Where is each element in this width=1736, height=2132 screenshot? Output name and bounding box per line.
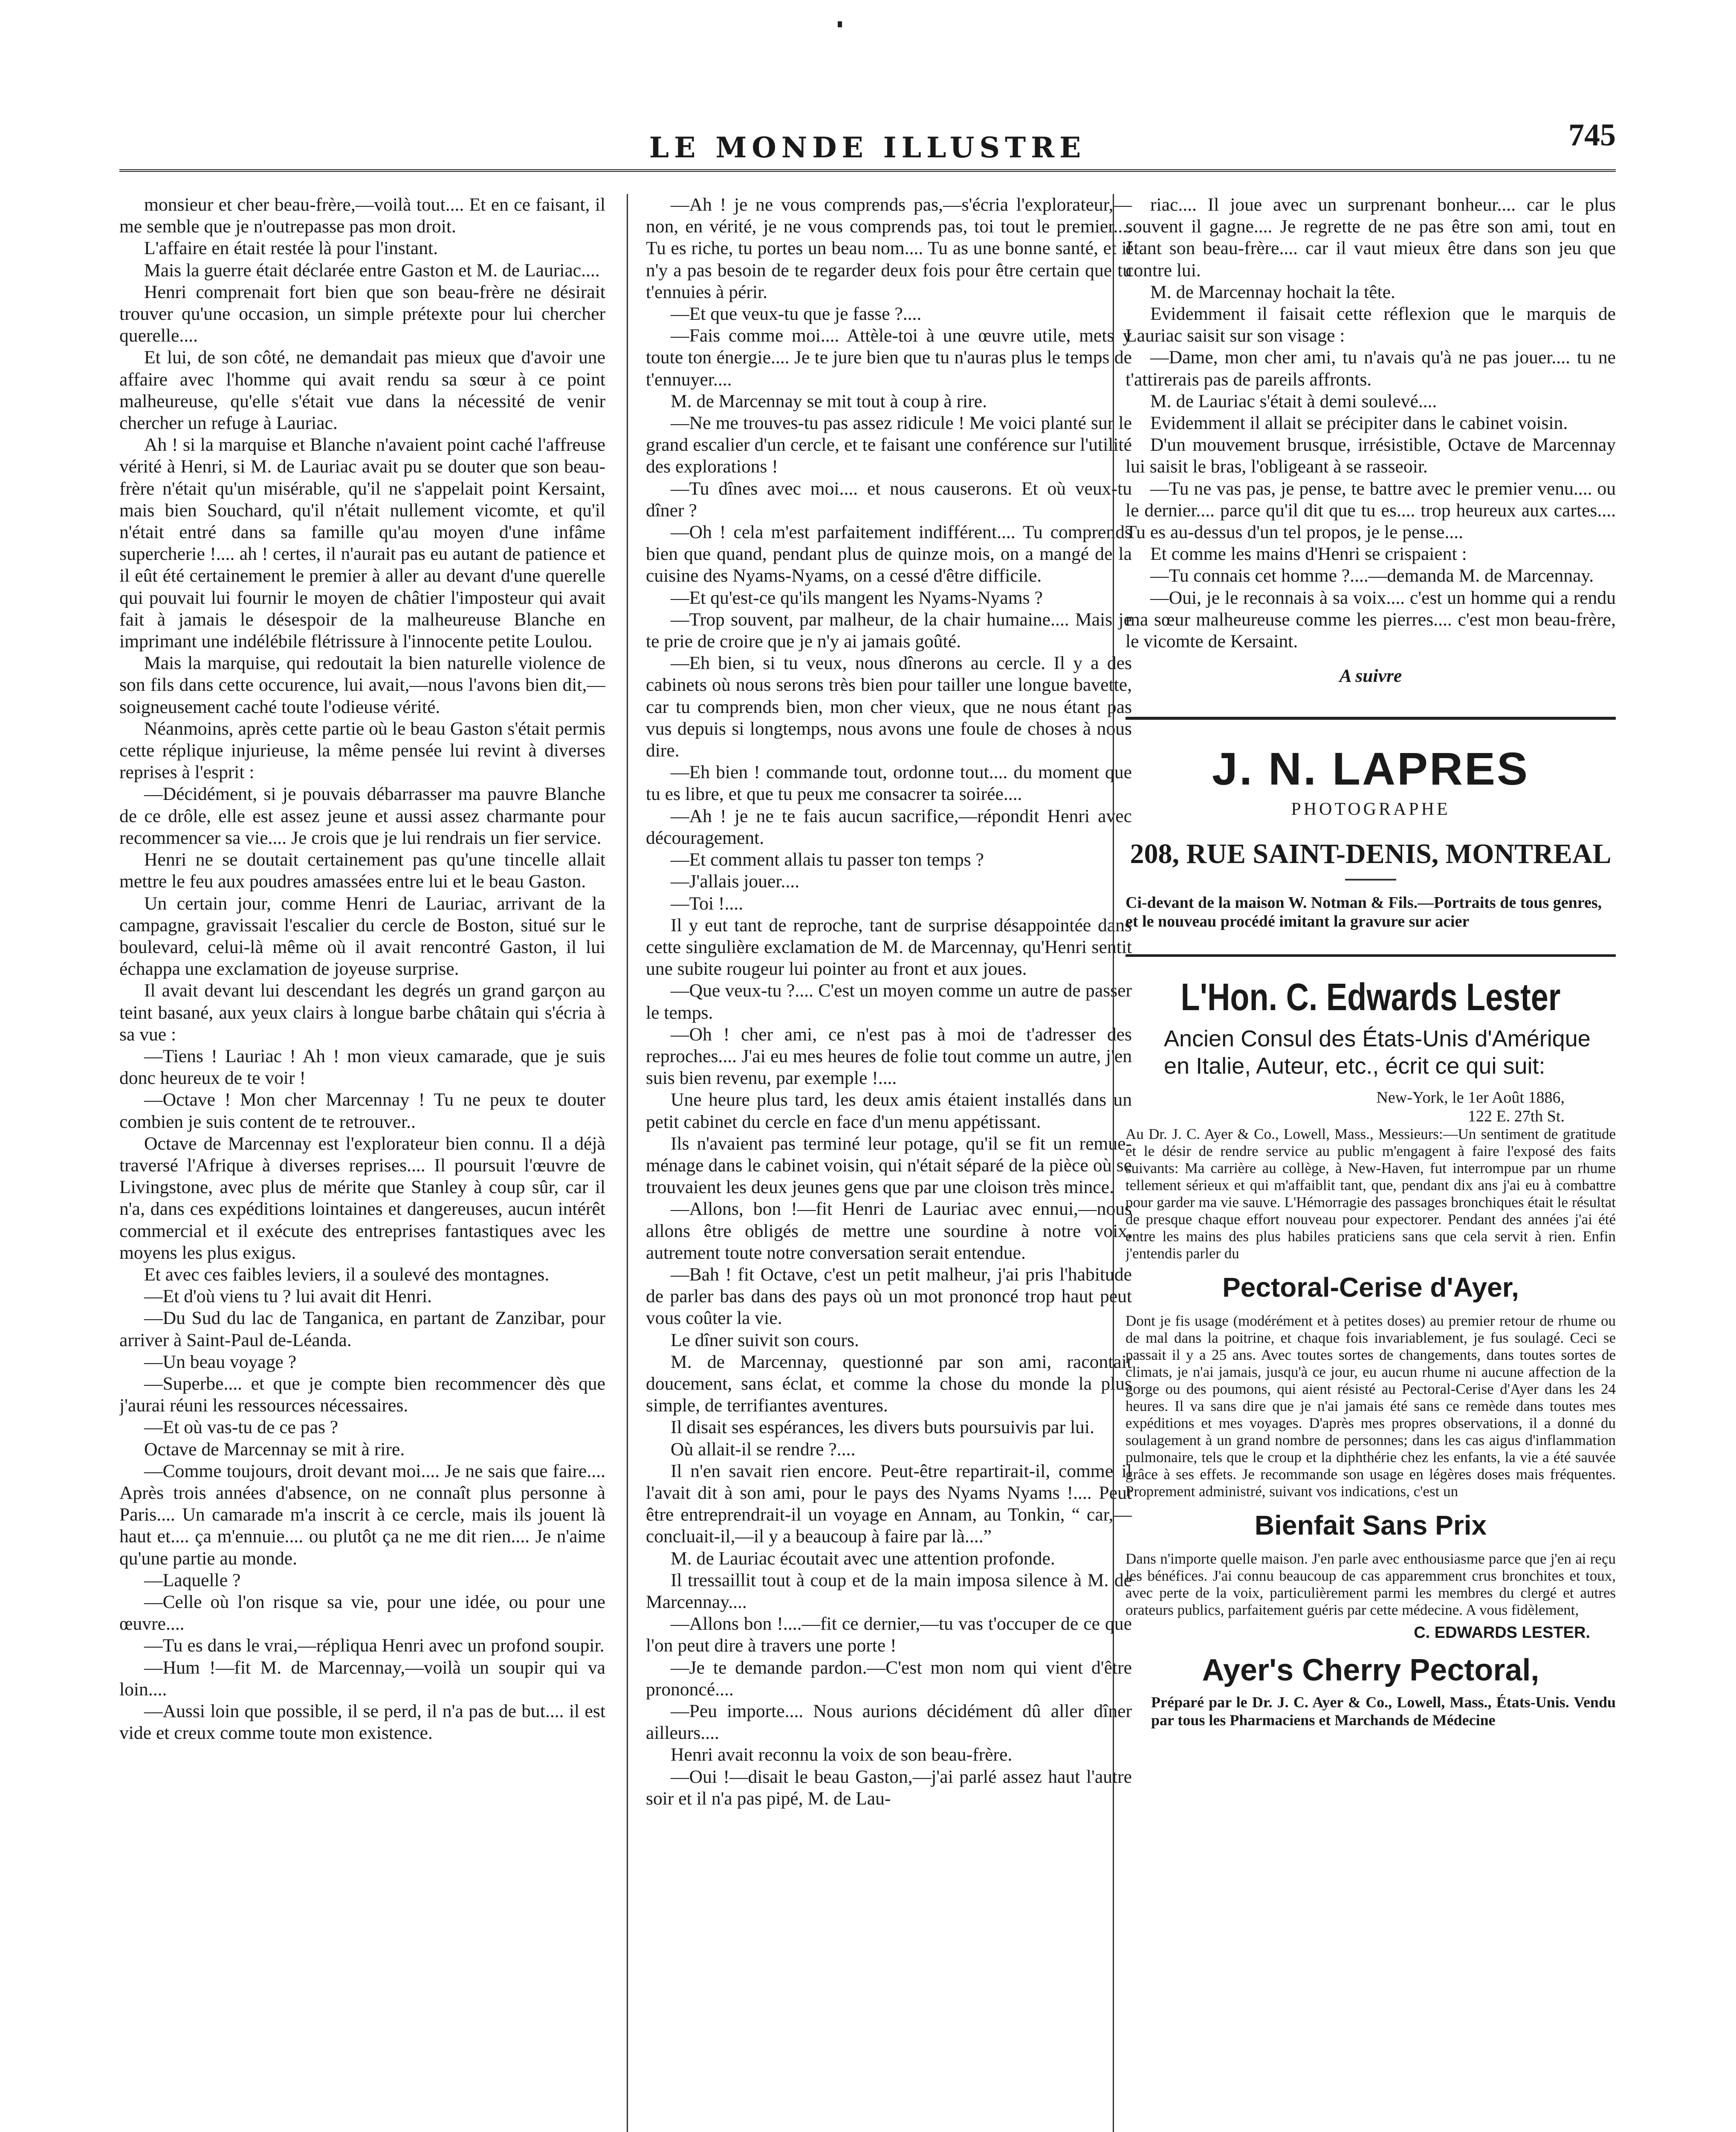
paragraph: Octave de Marcennay se mit à rire. xyxy=(144,1439,405,1460)
paragraph: —Eh bien ! commande tout, ordonne tout.... du moment que tu es libre, et que tu peux me consacrer ta soirée.... xyxy=(646,762,1132,805)
paragraph: Mais la marquise, qui redoutait la bien naturelle violence de son fils dans cette occurence, lui avait,—nous l'avons bien dit,—soigneusement caché toute l'odieuse vérité. xyxy=(119,653,605,717)
paragraph: —Tu es dans le vrai,—répliqua Henri avec un profond soupir. xyxy=(144,1635,605,1656)
ad-testimonial-intro: Ancien Consul des États-Unis d'Amérique en Italie, Auteur, etc., écrit ce qui suit: xyxy=(1164,1025,1591,1079)
ad-testimonial-body-3: Dans n'importe quelle maison. J'en parle avec enthousiasme parce que j'en ai reçu les bénéfices. J'ai connu beaucoup de cas apparemment crus bronchites et toux, avec perte de la voix, particulièrement parmi les membres du clergé et autres orateurs publics, parfaitement guéris par cette médecine. A vous fidèlement, xyxy=(1126,1550,1616,1618)
paragraph: —Comme toujours, droit devant moi.... Je ne sais que faire.... Après trois années d'absence, on ne connaît plus personne à Paris.... Un camarade m'a inscrit à ce cercle, mais ils jouent là haut et.... ça m'ennuie.... ou plutôt ça ne me dit rien.... Je n'aime qu'une partie au monde. xyxy=(119,1460,605,1569)
paragraph: —Tiens ! Lauriac ! Ah ! mon vieux camarade, que je suis donc heureux de te voir ! xyxy=(119,1046,605,1089)
paragraph: —Et comment allais tu passer ton temps ? xyxy=(671,849,984,870)
paragraph: Il tressaillit tout à coup et de la main imposa silence à M. de Marcennay.... xyxy=(646,1570,1132,1612)
ad-testimonial-body-1: Au Dr. J. C. Ayer & Co., Lowell, Mass., Messieurs:—Un sentiment de gratitude et le désir de rendre service au public m'engagent à faire l'exposé des faits suivants: Ma carrière au collège, à New-Haven, fut interrompue par un rhume tellement sérieux et qui m'affaiblit tant, que, pendant dix ans j'ai eu à combattre pour garder ma vie sauve. L'Hémorragie des passages bronchiques était le résultat de presque chaque effort nouveau pour expectorer. Pendant des années j'ai été entre les mains des plus habiles praticiens sans que cela servit à rien. Enfin j'entendis parler du xyxy=(1126,1125,1616,1262)
paragraph: —Aussi loin que possible, il se perd, il n'a pas de but.... il est vide et creux comme toute mon existence. xyxy=(119,1701,605,1744)
ayer-advertisement xyxy=(1126,954,1616,1729)
paragraph: Evidemment il faisait cette réflexion que le marquis de Lauriac saisit sur son visage : xyxy=(1126,304,1616,346)
paragraph: M. de Lauriac écoutait avec une attention profonde. xyxy=(671,1548,1055,1569)
paragraph: monsieur et cher beau-frère,—voilà tout.... Et en ce faisant, il me semble que je n'outrepasse pas mon droit. xyxy=(119,194,605,237)
paragraph: riac.... Il joue avec un surprenant bonheur.... car le plus souvent il gagne.... Je regrette de ne pas être son ami, tout en étant son beau-frère.... car il vaut mieux être dans son jeu que contre lui. xyxy=(1126,194,1616,281)
ad-date: New-York, le 1er Août 1886, xyxy=(1376,1088,1565,1107)
ad-divider xyxy=(1345,879,1396,881)
ad-business-name: J. N. LAPRES xyxy=(1212,743,1530,795)
paragraph: —Dame, mon cher ami, tu n'avais qu'à ne pas jouer.... tu ne t'attirerais pas de pareils affronts. xyxy=(1126,347,1616,390)
paragraph: —Allons bon !....—fit ce dernier,—tu vas t'occuper de ce que l'on peut dire à travers une porte ! xyxy=(646,1613,1132,1656)
paragraph: —Bah ! fit Octave, c'est un petit malheur, j'ai pris l'habitude de parler bas dans des pays où un mot prononcé trop haut peut vous coûter la vie. xyxy=(646,1264,1132,1329)
ad-signature: C. EDWARDS LESTER. xyxy=(1414,1623,1590,1642)
ad-trade: PHOTOGRAPHE xyxy=(1291,800,1450,820)
ad-testimonial-body-2: Dont je fis usage (modérément et à petites doses) au premier retour de rhume ou de mal dans la poitrine, et chaque fois invariablement, je fus soulagé. Ceci se passait il y a 25 ans. Avec toutes sortes de changements, dans toutes sortes de climats, je n'ai jamais, jusqu'à ce jour, eu aucun rhume ni aucune affection de la gorge ou des poumons, qui aient résisté au Pectoral-Cerise d'Ayer dans les 24 heures. Il va sans dire que je n'ai jamais été sans ce remède dans toutes mes expéditions et mes voyages. D'après mes propres observations, il a donné du soulagement à un grand nombre de personnes; dans les cas aigus d'inflammation pulmonaire, tels que le croup et la diphthérie chez les enfants, la vie a été sauvée grâce à ses effets. Je recommande son usage en légères doses mais fréquentes. Proprement administré, suivant vos indications, c'est un xyxy=(1126,1312,1616,1500)
paragraph: —Fais comme moi.... Attèle-toi à une œuvre utile, mets y toute ton énergie.... Je te jure bien que tu n'auras plus le temps de t'ennuyer.... xyxy=(646,325,1132,390)
paragraph: —J'allais jouer.... xyxy=(671,871,800,892)
paragraph: —Ah ! je ne vous comprends pas,—s'écria l'explorateur,—non, en vérité, je ne vous comprends pas, toi tout le premier.... Tu es riche, tu portes un beau nom.... Tu as une bonne santé, et il n'y a pas besoin de te regarder deux fois pour être certain que tu t'ennuies à périr. xyxy=(646,194,1132,302)
paragraph: Evidemment il allait se précipiter dans le cabinet voisin. xyxy=(1150,413,1568,434)
paragraph: —Ah ! je ne te fais aucun sacrifice,—répondit Henri avec découragement. xyxy=(646,805,1132,848)
paragraph: Henri avait reconnu la voix de son beau-frère. xyxy=(671,1744,1013,1765)
paragraph: Ah ! si la marquise et Blanche n'avaient point caché l'affreuse vérité à Henri, si M. de Lauriac avait pu se douter que son beau-frère n'était qu'un misérable, qu'il ne s'appelait point Kersaint, mais bien Souchard, qu'il n'était nullement vicomte, et qu'il n'était entré dans sa famille qu'au moyen d'une infâme supercherie !.... ah ! certes, il n'aurait pas eu autant de patience et il eût été certainement le premier à aller au devant d'une querelle qui pouvait lui fournir le moyen de châtier l'imposteur qui avait fait à jamais le désespoir de la malheureuse Blanche en imprimant une indélébile flétrissure à l'innocente petite Loulou. xyxy=(119,435,605,652)
paragraph: Un certain jour, comme Henri de Lauriac, arrivant de la campagne, gravissait l'escalier du cercle de Boston, situé sur le boulevard, celui-là même où il avait rencontré Gaston, il lui échappa une exclamation de joyeuse surprise. xyxy=(119,893,605,979)
paragraph: Il avait devant lui descendant les degrés un grand garçon au teint basané, aux yeux clairs à longue barbe châtain qui s'écria à sa vue : xyxy=(119,980,605,1045)
paragraph: —Oh ! cela m'est parfaitement indifférent.... Tu comprends bien que quand, pendant plus de quinze mois, on a mangé de la cuisine des Nyams-Nyams, on a cessé d'être difficile. xyxy=(646,522,1132,586)
paragraph: Néanmoins, après cette partie où le beau Gaston s'était permis cette réplique injurieuse, la même pensée lui revint à diverses reprises à l'esprit : xyxy=(119,718,605,783)
paragraph: Il y eut tant de reproche, tant de surprise désappointée dans cette singulière exclamation de M. de Marcennay, qu'Henri sentit une subite rougeur lui pointer au front et aux joues. xyxy=(646,915,1132,979)
paragraph: —Allons, bon !—fit Henri de Lauriac avec ennui,—nous allons être obligés de mettre une sourdine à notre voix, autrement toute notre conversation serait entendue. xyxy=(646,1199,1132,1263)
ad-slogan: Bienfait Sans Prix xyxy=(1254,1509,1487,1541)
paragraph: —Peu importe.... Nous aurions décidément dû aller dîner ailleurs.... xyxy=(646,1701,1132,1744)
running-title: LE MONDE ILLUSTRE xyxy=(649,131,1086,164)
paragraph: —Du Sud du lac de Tanganica, en partant de Zanzibar, pour arriver à Saint-Paul de-Léanda. xyxy=(119,1308,605,1350)
paragraph: —Laquelle ? xyxy=(144,1570,241,1590)
paragraph: —Oui, je le reconnais à sa voix.... c'est un homme qui a rendu ma sœur malheureuse comme les pierres.... c'est mon beau-frère, le vicomte de Kersaint. xyxy=(1126,587,1616,652)
column-2 xyxy=(646,194,1132,2132)
paragraph: —Tu ne vas pas, je pense, te battre avec le premier venu.... ou le dernier.... parce qu'il dit que tu es.... trop heureux aux cartes.... Tu es au-dessus d'un tel propos, je le pense.... xyxy=(1126,478,1616,543)
paragraph: —Superbe.... et que je compte bien recommencer dès que j'aurai réuni les ressources nécessaires. xyxy=(119,1373,605,1416)
paragraph: M. de Marcennay, questionné par son ami, racontait doucement, sans éclat, et comme la chose du monde la plus simple, de terrifiantes aventures. xyxy=(646,1351,1132,1416)
paragraph: —Oui !—disait le beau Gaston,—j'ai parlé assez haut l'autre soir et il n'a pas pipé, M. de Lau- xyxy=(646,1766,1132,1809)
page-header xyxy=(119,109,1616,173)
lapres-advertisement xyxy=(1126,717,1616,930)
paragraph: —Octave ! Mon cher Marcennay ! Tu ne peux te douter combien je suis content de te retrouver.. xyxy=(119,1089,605,1132)
paragraph: —Tu connais cet homme ?....—demanda M. de Marcennay. xyxy=(1150,565,1594,586)
paragraph: —Un beau voyage ? xyxy=(144,1351,297,1372)
paragraph: —Tu dînes avec moi.... et nous causerons. Et où veux-tu dîner ? xyxy=(646,478,1132,521)
paragraph: —Je te demande pardon.—C'est mon nom qui vient d'être prononcé.... xyxy=(646,1657,1132,1700)
paragraph: M. de Lauriac s'était à demi soulevé.... xyxy=(1150,391,1437,411)
paragraph: —Et que veux-tu que je fasse ?.... xyxy=(671,304,922,324)
paragraph: —Décidément, si je pouvais débarrasser ma pauvre Blanche de ce drôle, elle est assez jeune et aussi assez charmante pour recommencer sa vie.... Je crois que je lui rendrais un fier service. xyxy=(119,784,605,848)
serial-continued: A suivre xyxy=(1339,666,1402,687)
paragraph: Il disait ses espérances, les divers buts poursuivis par lui. xyxy=(671,1417,1094,1438)
ad-remedy-name: Pectoral-Cerise d'Ayer, xyxy=(1222,1272,1519,1303)
paragraph: —Hum !—fit M. de Marcennay,—voilà un soupir qui va loin.... xyxy=(119,1657,605,1700)
paragraph: Octave de Marcennay est l'explorateur bien connu. Il a déjà traversé l'Afrique à diverses reprises.... Il poursuit l'œuvre de Livingstone, avec plus de mérite que Stanley à coup sûr, car il n'a, dans ces expéditions lointaines et dangereuses, aucun intérêt commercial et il exécute des entreprises fantastiques avec les moyens les plus exigus. xyxy=(119,1133,605,1263)
paragraph: M. de Marcennay se mit tout à coup à rire. xyxy=(671,391,987,411)
paragraph: Et avec ces faibles leviers, il a soulevé des montagnes. xyxy=(144,1264,550,1285)
print-mark xyxy=(838,21,842,27)
paragraph: Le dîner suivit son cours. xyxy=(671,1330,859,1350)
column-3 xyxy=(1126,194,1616,2132)
page-number: 745 xyxy=(1568,118,1616,153)
paragraph: —Oh ! cher ami, ce n'est pas à moi de t'adresser des reproches.... J'ai eu mes heures de folie tout comme un autre, j'en suis bien revenu, par exemple !.... xyxy=(646,1024,1132,1089)
serial-text-col3 xyxy=(1126,194,1616,652)
column-1 xyxy=(119,194,605,2132)
paragraph: —Ne me trouves-tu pas assez ridicule ! Me voici planté sur le grand escalier d'un cercle, et te faisant une conférence sur l'utilité des explorations ! xyxy=(646,413,1132,477)
paragraph: Henri ne se doutait certainement pas qu'une tincelle allait mettre le feu aux poudres amassées entre lui et le beau Gaston. xyxy=(119,849,605,892)
ad-product-name: Ayer's Cherry Pectoral, xyxy=(1202,1653,1539,1687)
paragraph: —Trop souvent, par malheur, de la chair humaine.... Mais je te prie de croire que je n'y ai jamais goûté. xyxy=(646,609,1132,652)
paragraph: L'affaire en était restée là pour l'instant. xyxy=(144,238,438,259)
paragraph: Ils n'avaient pas terminé leur potage, qu'il se fit un remue-ménage dans le cabinet voisin, qui n'était séparé de la pièce où se trouvaient les deux jeunes gens que par une cloison très mince. xyxy=(646,1133,1132,1198)
ad-date-line xyxy=(1126,1088,1616,1126)
paragraph: Il n'en savait rien encore. Peut-être repartirait-il, comme il l'avait dit à son ami, pour le pays des Nyams Nyams !.... Peut être entreprendrait-il un voyage en Annam, au Tonkin, “ car,—concluait-il,—il y a beaucoup à faire par là....” xyxy=(646,1460,1132,1547)
paragraph: Et comme les mains d'Henri se crispaient : xyxy=(1150,544,1467,565)
paragraph: —Et d'où viens tu ? lui avait dit Henri. xyxy=(144,1286,432,1307)
paragraph: D'un mouvement brusque, irrésistible, Octave de Marcennay lui saisit le bras, l'obligeant à se rasseoir. xyxy=(1126,435,1616,477)
paragraph: —Toi !.... xyxy=(671,893,744,914)
paragraph: —Eh bien, si tu veux, nous dînerons au cercle. Il y a des cabinets où nous serons très bien pour tailler une longue bavette, car tu comprends bien, mon cher vieux, que ne nous étant pas vus depuis si longtemps, nous avons une foule de choses à nous dire. xyxy=(646,653,1132,761)
ad-address: 208, RUE SAINT-DENIS, MONTREAL xyxy=(1130,838,1612,869)
header-rule xyxy=(119,169,1616,176)
column-divider xyxy=(627,194,628,2132)
paragraph: Et lui, de son côté, ne demandait pas mieux que d'avoir une affaire avec l'homme qui avait rendu sa sœur à ce point malheureuse, qu'elle s'était vue dans la nécessité de venir chercher un refuge à Lauriac. xyxy=(119,347,605,434)
ad-address-line: 122 E. 27th St. xyxy=(1468,1107,1565,1125)
paragraph: Henri comprenait fort bien que son beau-frère ne désirait trouver qu'une occasion, un simple prétexte pour lui chercher querelle.... xyxy=(119,281,605,346)
ad-footer: Préparé par le Dr. J. C. Ayer & Co., Lowell, Mass., États-Unis. Vendu par tous les Pharmaciens et Marchands de Médecine xyxy=(1151,1693,1616,1729)
paragraph: Mais la guerre était déclarée entre Gaston et M. de Lauriac.... xyxy=(144,260,600,281)
paragraph: —Et qu'est-ce qu'ils mangent les Nyams-Nyams ? xyxy=(671,587,1043,608)
ad-testimonial-name: L'Hon. C. Edwards Lester xyxy=(1180,976,1561,1019)
paragraph: M. de Marcennay hochait la tête. xyxy=(1150,281,1395,302)
paragraph: Où allait-il se rendre ?.... xyxy=(671,1439,856,1460)
paragraph: —Celle où l'on risque sa vie, pour une idée, ou pour une œuvre.... xyxy=(119,1592,605,1634)
paragraph: —Que veux-tu ?.... C'est un moyen comme un autre de passer le temps. xyxy=(646,980,1132,1023)
ad-note: Ci-devant de la maison W. Notman & Fils.—Portraits de tous genres, et le nouveau procédé imitant la gravure sur acier xyxy=(1126,893,1602,930)
paragraph: —Et où vas-tu de ce pas ? xyxy=(144,1417,339,1438)
paragraph: Une heure plus tard, les deux amis étaient installés dans un petit cabinet du cercle en face d'un menu appétissant. xyxy=(646,1089,1132,1132)
column-divider xyxy=(1113,194,1114,2132)
